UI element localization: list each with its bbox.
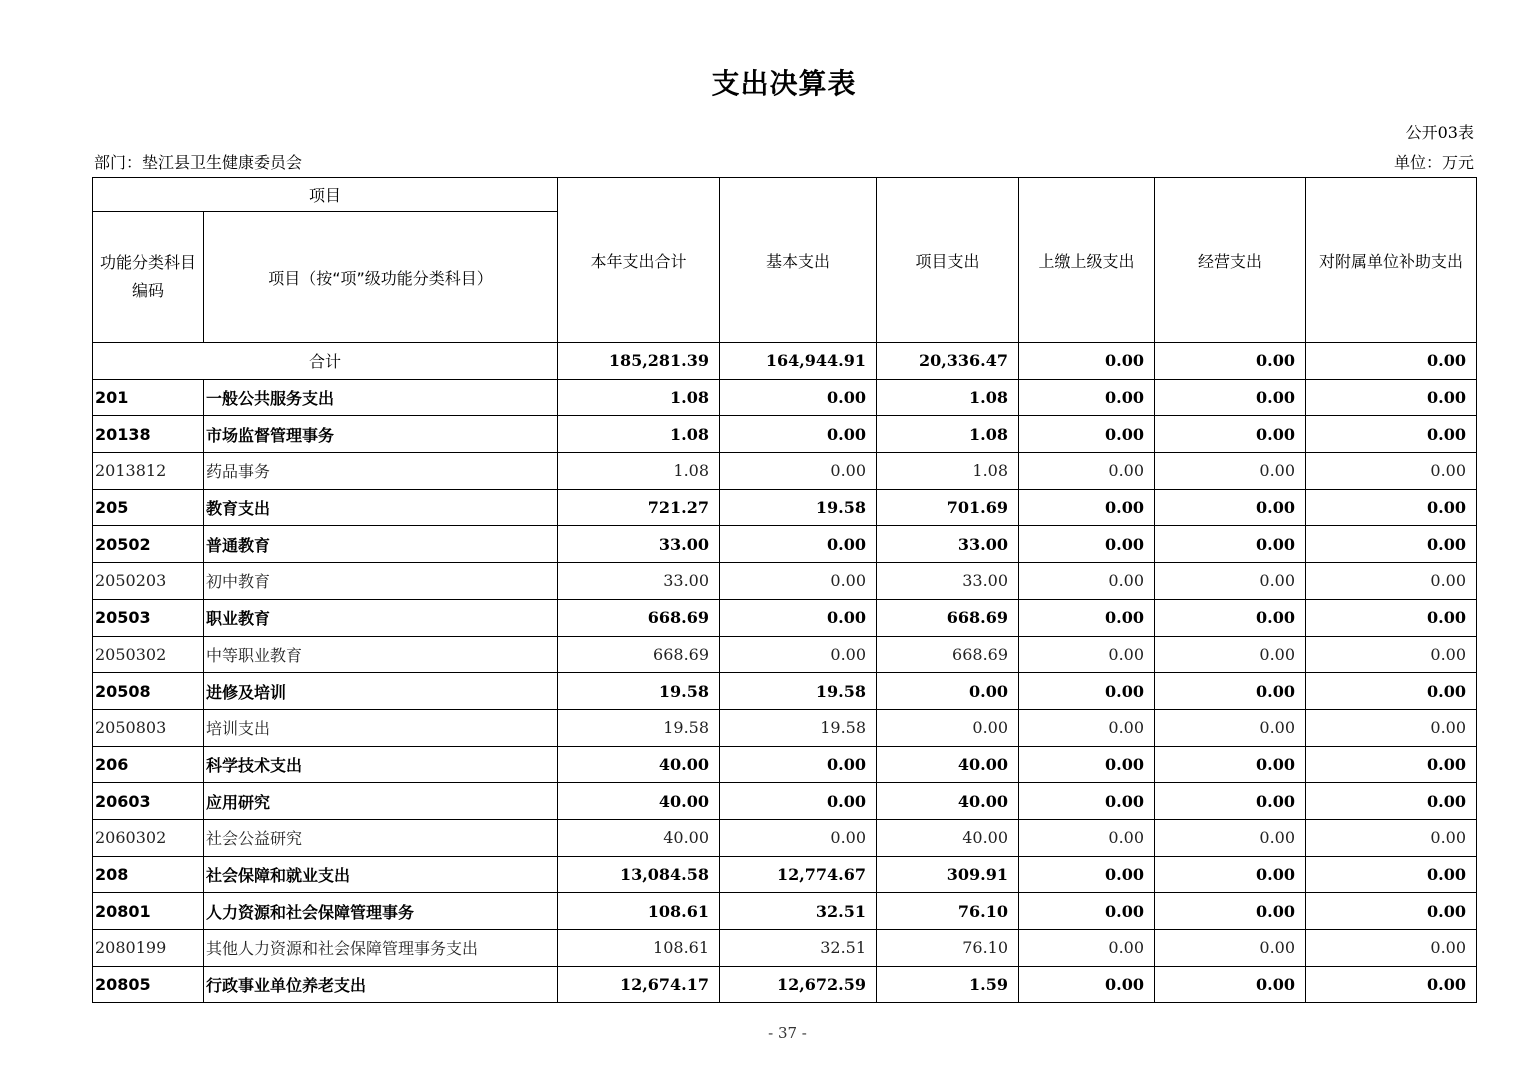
cell-code: 20801 xyxy=(93,893,204,930)
cell-subsidy: 0.00 xyxy=(1306,563,1477,600)
cell-name: 其他人力资源和社会保障管理事务支出 xyxy=(204,930,558,967)
cell-name: 中等职业教育 xyxy=(204,636,558,673)
cell-business: 0.00 xyxy=(1155,856,1306,893)
cell-subsidy: 0.00 xyxy=(1306,746,1477,783)
cell-code: 201 xyxy=(93,379,204,416)
cell-code: 20502 xyxy=(93,526,204,563)
cell-subsidy: 0.00 xyxy=(1306,893,1477,930)
cell-business: 0.00 xyxy=(1155,489,1306,526)
total-cell-total: 185,281.39 xyxy=(558,343,720,380)
total-cell-business: 0.00 xyxy=(1155,343,1306,380)
table-row xyxy=(93,930,1477,967)
cell-basic: 0.00 xyxy=(720,636,877,673)
cell-basic: 19.58 xyxy=(720,489,877,526)
cell-name: 人力资源和社会保障管理事务 xyxy=(204,893,558,930)
cell-upper: 0.00 xyxy=(1019,599,1155,636)
cell-code: 2013812 xyxy=(93,453,204,490)
cell-total: 668.69 xyxy=(558,599,720,636)
cell-name: 进修及培训 xyxy=(204,673,558,710)
cell-business: 0.00 xyxy=(1155,783,1306,820)
cell-upper: 0.00 xyxy=(1019,416,1155,453)
table-row xyxy=(93,453,1477,490)
cell-project: 76.10 xyxy=(877,930,1019,967)
table-row xyxy=(93,819,1477,856)
header-code: 功能分类科目编码 xyxy=(93,212,204,343)
cell-total: 1.08 xyxy=(558,379,720,416)
cell-business: 0.00 xyxy=(1155,893,1306,930)
cell-name: 普通教育 xyxy=(204,526,558,563)
cell-project: 76.10 xyxy=(877,893,1019,930)
table-row xyxy=(93,746,1477,783)
cell-business: 0.00 xyxy=(1155,563,1306,600)
page-title: 支出决算表 xyxy=(711,67,857,100)
cell-project: 33.00 xyxy=(877,563,1019,600)
cell-project: 33.00 xyxy=(877,526,1019,563)
cell-name: 培训支出 xyxy=(204,709,558,746)
cell-total: 1.08 xyxy=(558,453,720,490)
cell-total: 40.00 xyxy=(558,819,720,856)
cell-basic: 0.00 xyxy=(720,599,877,636)
cell-project: 1.08 xyxy=(877,379,1019,416)
cell-total: 1.08 xyxy=(558,416,720,453)
header-business: 经营支出 xyxy=(1155,178,1306,343)
cell-subsidy: 0.00 xyxy=(1306,966,1477,1003)
cell-basic: 0.00 xyxy=(720,416,877,453)
total-cell-project: 20,336.47 xyxy=(877,343,1019,380)
cell-code: 205 xyxy=(93,489,204,526)
cell-basic: 32.51 xyxy=(720,930,877,967)
table-row xyxy=(93,636,1477,673)
header-total: 本年支出合计 xyxy=(558,178,720,343)
header-project-group: 项目 xyxy=(93,178,558,212)
table-row xyxy=(93,673,1477,710)
table-row xyxy=(93,709,1477,746)
cell-total: 19.58 xyxy=(558,709,720,746)
cell-total: 33.00 xyxy=(558,526,720,563)
cell-project: 668.69 xyxy=(877,599,1019,636)
table-row xyxy=(93,489,1477,526)
cell-code: 2060302 xyxy=(93,819,204,856)
table-row xyxy=(93,893,1477,930)
header-upper: 上缴上级支出 xyxy=(1019,178,1155,343)
cell-name: 职业教育 xyxy=(204,599,558,636)
cell-project: 0.00 xyxy=(877,709,1019,746)
header-basic: 基本支出 xyxy=(720,178,877,343)
header-subsidy: 对附属单位补助支出 xyxy=(1306,178,1477,343)
table-row xyxy=(93,966,1477,1003)
cell-name: 一般公共服务支出 xyxy=(204,379,558,416)
department-label: 部门：垫江县卫生健康委员会 xyxy=(94,153,303,172)
cell-project: 1.59 xyxy=(877,966,1019,1003)
cell-basic: 0.00 xyxy=(720,526,877,563)
cell-upper: 0.00 xyxy=(1019,563,1155,600)
cell-total: 33.00 xyxy=(558,563,720,600)
table-row xyxy=(93,856,1477,893)
table-code: 公开03表 xyxy=(1405,123,1474,142)
cell-project: 1.08 xyxy=(877,453,1019,490)
cell-code: 20503 xyxy=(93,599,204,636)
cell-total: 108.61 xyxy=(558,893,720,930)
cell-project: 701.69 xyxy=(877,489,1019,526)
cell-name: 科学技术支出 xyxy=(204,746,558,783)
cell-upper: 0.00 xyxy=(1019,856,1155,893)
cell-total: 40.00 xyxy=(558,746,720,783)
cell-business: 0.00 xyxy=(1155,526,1306,563)
total-row xyxy=(93,343,1477,380)
cell-total: 19.58 xyxy=(558,673,720,710)
cell-name: 市场监督管理事务 xyxy=(204,416,558,453)
cell-basic: 12,672.59 xyxy=(720,966,877,1003)
cell-total: 108.61 xyxy=(558,930,720,967)
cell-basic: 19.58 xyxy=(720,673,877,710)
cell-basic: 0.00 xyxy=(720,746,877,783)
cell-subsidy: 0.00 xyxy=(1306,453,1477,490)
cell-subsidy: 0.00 xyxy=(1306,783,1477,820)
table-row xyxy=(93,379,1477,416)
cell-subsidy: 0.00 xyxy=(1306,379,1477,416)
cell-business: 0.00 xyxy=(1155,673,1306,710)
cell-subsidy: 0.00 xyxy=(1306,599,1477,636)
cell-business: 0.00 xyxy=(1155,379,1306,416)
cell-subsidy: 0.00 xyxy=(1306,856,1477,893)
cell-code: 20138 xyxy=(93,416,204,453)
cell-name: 初中教育 xyxy=(204,563,558,600)
cell-project: 40.00 xyxy=(877,819,1019,856)
cell-project: 40.00 xyxy=(877,783,1019,820)
cell-upper: 0.00 xyxy=(1019,673,1155,710)
cell-basic: 0.00 xyxy=(720,819,877,856)
cell-upper: 0.00 xyxy=(1019,489,1155,526)
cell-total: 721.27 xyxy=(558,489,720,526)
cell-total: 13,084.58 xyxy=(558,856,720,893)
cell-basic: 0.00 xyxy=(720,379,877,416)
cell-upper: 0.00 xyxy=(1019,379,1155,416)
cell-subsidy: 0.00 xyxy=(1306,930,1477,967)
cell-upper: 0.00 xyxy=(1019,526,1155,563)
cell-subsidy: 0.00 xyxy=(1306,416,1477,453)
cell-code: 206 xyxy=(93,746,204,783)
cell-name: 教育支出 xyxy=(204,489,558,526)
cell-subsidy: 0.00 xyxy=(1306,819,1477,856)
cell-name: 社会保障和就业支出 xyxy=(204,856,558,893)
cell-basic: 32.51 xyxy=(720,893,877,930)
cell-project: 668.69 xyxy=(877,636,1019,673)
cell-name: 药品事务 xyxy=(204,453,558,490)
table-row xyxy=(93,599,1477,636)
cell-code: 2050803 xyxy=(93,709,204,746)
cell-business: 0.00 xyxy=(1155,930,1306,967)
cell-business: 0.00 xyxy=(1155,453,1306,490)
cell-upper: 0.00 xyxy=(1019,709,1155,746)
cell-business: 0.00 xyxy=(1155,819,1306,856)
total-cell-upper: 0.00 xyxy=(1019,343,1155,380)
table-row xyxy=(93,526,1477,563)
cell-basic: 0.00 xyxy=(720,783,877,820)
cell-project: 40.00 xyxy=(877,746,1019,783)
cell-project: 0.00 xyxy=(877,673,1019,710)
cell-total: 40.00 xyxy=(558,783,720,820)
cell-subsidy: 0.00 xyxy=(1306,489,1477,526)
cell-upper: 0.00 xyxy=(1019,746,1155,783)
cell-code: 2080199 xyxy=(93,930,204,967)
cell-subsidy: 0.00 xyxy=(1306,709,1477,746)
cell-upper: 0.00 xyxy=(1019,453,1155,490)
total-cell-basic: 164,944.91 xyxy=(720,343,877,380)
expenditure-table xyxy=(92,177,1477,1003)
cell-name: 社会公益研究 xyxy=(204,819,558,856)
total-label: 合计 xyxy=(93,343,558,380)
cell-upper: 0.00 xyxy=(1019,636,1155,673)
cell-upper: 0.00 xyxy=(1019,893,1155,930)
cell-business: 0.00 xyxy=(1155,599,1306,636)
cell-upper: 0.00 xyxy=(1019,930,1155,967)
cell-subsidy: 0.00 xyxy=(1306,673,1477,710)
cell-code: 208 xyxy=(93,856,204,893)
cell-business: 0.00 xyxy=(1155,636,1306,673)
cell-basic: 0.00 xyxy=(720,563,877,600)
unit-label: 单位：万元 xyxy=(1393,153,1474,172)
cell-basic: 19.58 xyxy=(720,709,877,746)
table-row xyxy=(93,783,1477,820)
cell-business: 0.00 xyxy=(1155,966,1306,1003)
header-project: 项目支出 xyxy=(877,178,1019,343)
cell-project: 309.91 xyxy=(877,856,1019,893)
cell-business: 0.00 xyxy=(1155,746,1306,783)
page-number: - 37 - xyxy=(768,1024,807,1042)
cell-code: 20508 xyxy=(93,673,204,710)
cell-upper: 0.00 xyxy=(1019,966,1155,1003)
cell-business: 0.00 xyxy=(1155,709,1306,746)
cell-upper: 0.00 xyxy=(1019,819,1155,856)
cell-subsidy: 0.00 xyxy=(1306,526,1477,563)
cell-basic: 12,774.67 xyxy=(720,856,877,893)
cell-code: 20805 xyxy=(93,966,204,1003)
cell-upper: 0.00 xyxy=(1019,783,1155,820)
table-row xyxy=(93,416,1477,453)
total-cell-subsidy: 0.00 xyxy=(1306,343,1477,380)
cell-code: 20603 xyxy=(93,783,204,820)
header-name: 项目（按“项”级功能分类科目） xyxy=(204,212,558,343)
table-row xyxy=(93,563,1477,600)
cell-name: 应用研究 xyxy=(204,783,558,820)
cell-project: 1.08 xyxy=(877,416,1019,453)
cell-total: 12,674.17 xyxy=(558,966,720,1003)
cell-total: 668.69 xyxy=(558,636,720,673)
cell-basic: 0.00 xyxy=(720,453,877,490)
cell-code: 2050203 xyxy=(93,563,204,600)
cell-business: 0.00 xyxy=(1155,416,1306,453)
cell-subsidy: 0.00 xyxy=(1306,636,1477,673)
cell-name: 行政事业单位养老支出 xyxy=(204,966,558,1003)
cell-code: 2050302 xyxy=(93,636,204,673)
